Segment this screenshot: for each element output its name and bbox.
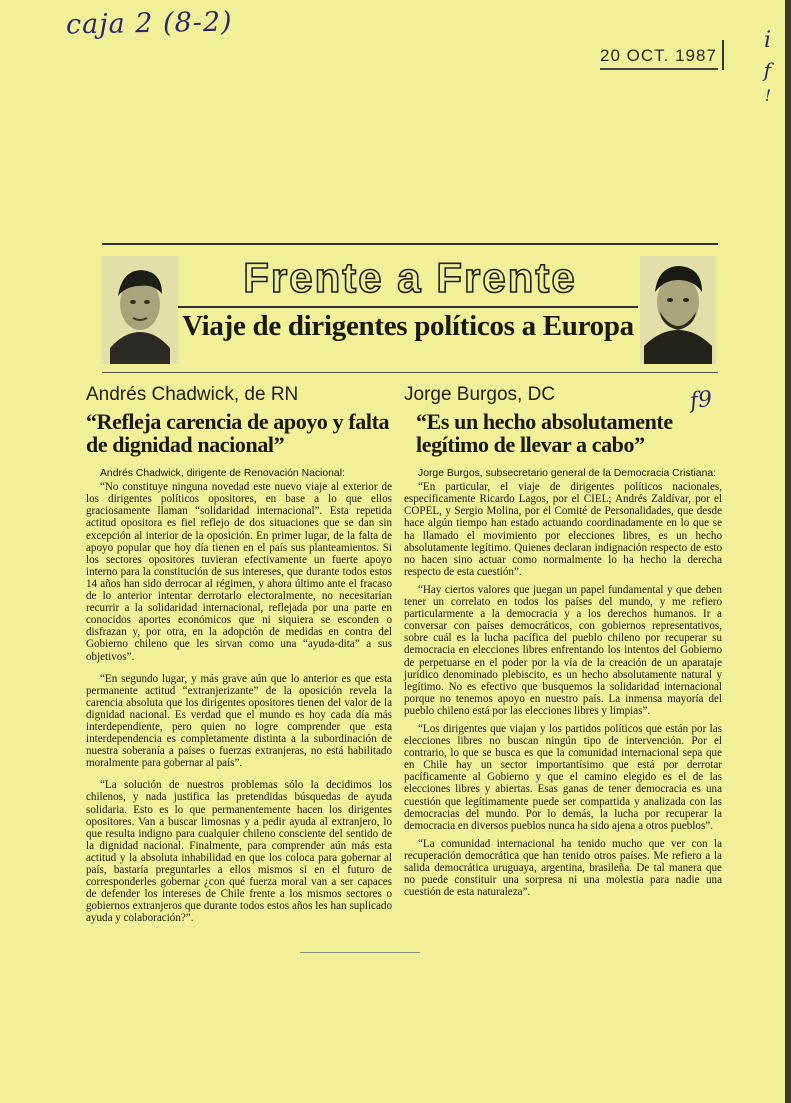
series-title — [188, 252, 632, 304]
speaker-name: Andrés Chadwick, de RN — [86, 384, 299, 405]
speaker-intro: Jorge Burgos, subsecretario general de la Democracia Cristiana: — [418, 468, 717, 479]
handwritten-archive-reference: caja 2 (8-2) — [65, 6, 233, 41]
column-chadwick — [86, 384, 392, 930]
article-paragraph: “La solución de nuestros problemas sólo la decidimos los chilenos, y nada justifica las pretendidas búsquedas de ayuda solidaria. Esto es lo que permanentemente hacen los dirigentes opositores. Van a buscar limosnas y a pedir ayuda al extranjero, lo que resulta indigno para cualquier chileno consciente del sentido de la dignidad nacional. Finalmente, para comprender aún más esta actitud y la absoluta inhabilidad en que los coloca para gobernar al país, bastaría preguntarles a ellos mismos si en el futuro de corresponderles gobernar ¿con qué fuerza moral van a ser capaces de defender los intereses de Chile frente a los mismos sectores o gobiernos extranjeros que durante todos estos años les han suplicado ayuda y colaboración?”. — [86, 779, 392, 925]
article-paragraph: “Hay ciertos valores que juegan un papel fundamental y que deben tener un correlato en todos los países del mundo, y me refiero particularmente a la democracia y a los derechos humanos. Ir a conversar con países democráticos, con gobiernos representativos, sobre cuál es la lucha pacífica del pueblo chileno por recuperar su democracia en elecciones libres enfrentando los intentos del Gobierno de perpetuarse en el poder por la vía de la creación de un aparataje jurídico denominado plebiscito, es un hecho absolutamente natural y legítimo. No es efectivo que busquemos la solidaridad internacional porque no tenemos apoyo en nuestro país. La inmensa mayoría del pueblo chileno está por las elecciones libres y limpias”. — [404, 583, 722, 717]
margin-mark-1: i — [763, 28, 771, 53]
date-stamp: 20 OCT. 1987 — [600, 46, 718, 70]
portrait-photo-right — [640, 256, 716, 364]
quote-headline: “Refleja carencia de apoyo y falta de dignidad nacional” — [86, 409, 390, 457]
portrait-right-graphic — [640, 256, 716, 364]
margin-mark-2: f — [763, 58, 771, 82]
article-paragraph: “No constituye ninguna novedad este nuevo viaje al exterior de los dirigentes políticos opositores, en base a lo que ellos graciosamente llaman “solidaridad internacional”. Esta repetida actitud opositora es fiel reflejo de dos situaciones que se dan sin excepción al interior de la oposición. En primer lugar, de la falta de apoyo popular que hoy día tienen en el país sus planteamientos. Si los sectores opositores tuvieran efectivamente un fuerte apoyo interno para la constitución de sus intereses, que durante todos estos 14 años han sido derrocar al régimen, y ahora último ante el fracaso de lo anterior intentar derrotarlo electoralmente, no necesitarían recurrir a la solidaridad internacional, reflejada por una parte en conocidos aportes económicos que ni siquiera se esconden o disfrazan y, por otra, en la adopción de medidas en contra del Gobierno chileno que les sirvan como una “ayuda-dita” a sus objetivos”. — [86, 481, 392, 663]
header-rule-bottom — [102, 372, 718, 373]
article-paragraph: “La comunidad internacional ha tenido mucho que ver con la recuperación democrática que han tenido otros países. Me refiero a la salida democrática uruguaya, argentina, brasileña. De tal manera que no puede constituir una sorpresa ni una molestia para nadie una cuestión de esta naturaleza”. — [404, 837, 722, 899]
article-paragraph: “Los dirigentes que viajan y los partidos políticos que están por las elecciones libres no buscan ningún tipo de intervención. Por el contrario, lo que se busca es que la comunidad internacional sepa que en Chile hay un sector importantísimo que está por derrotar pacíficamente al Gobierno y que el camino elegido es el de las elecciones libres y abiertas. Esas ganas de tener democracia es una cuestión que legítimamente puede ser compartida y analizada con las democracias del mundo. Por lo demás, la lucha por recuperar la democracia en diversos pueblos nunca ha sido ajena a otros pueblos”. — [404, 722, 722, 832]
portrait-left-graphic — [102, 256, 178, 364]
header-rule-top — [102, 243, 718, 245]
main-headline: Viaje de dirigentes políticos a Europa — [178, 306, 638, 343]
bottom-dash — [300, 952, 420, 953]
margin-mark-3: ! — [764, 86, 771, 105]
quote-headline: “Es un hecho absolutamente legítimo de llevar a cabo” — [416, 409, 673, 457]
portrait-photo-left — [102, 256, 178, 364]
column-burgos — [404, 384, 722, 904]
speaker-name: Jorge Burgos, DC — [404, 384, 556, 405]
date-stamp-tick — [722, 40, 724, 70]
scan-edge — [785, 0, 791, 1103]
article-paragraph: “En segundo lugar, y más grave aún que lo anterior es que esta permanente actitud “extranjerizante” de la oposición revela la carencia absoluta que los dirigentes opositores tienen del valor de la dignidad nacional. Es verdad que el mundo es hoy cada día más interdependiente, pero quien no logre comprender que esta interdependencia es completamente distinta a la subordinación de nuestra soberanía a países o fuerzas extranjeras, no está habilitado moralmente para gobernar al país”. — [86, 672, 392, 770]
article-paragraph: “En particular, el viaje de dirigentes políticos nacionales, especificamente Ricardo Lagos, por el CIEL; Andrés Zaldívar, por el COPEL, y Sergio Molina, por el Comité de Personalidades, que desde hace algún tiempo han estado actuando coordinadamente en lo que se ha llamado el movimiento por elecciones libres, es un hecho absolutamente legítimo. Quienes declaran indignación respecto de esto no hacen sino actuar como normalmente lo ha hecho la derecha respecto de esta cuestión”. — [404, 481, 722, 578]
speaker-intro: Andrés Chadwick, dirigente de Renovación Nacional: — [100, 468, 345, 479]
series-title-text: Frente a Frente — [243, 254, 577, 301]
handwritten-page-mark: f9 — [688, 386, 714, 415]
